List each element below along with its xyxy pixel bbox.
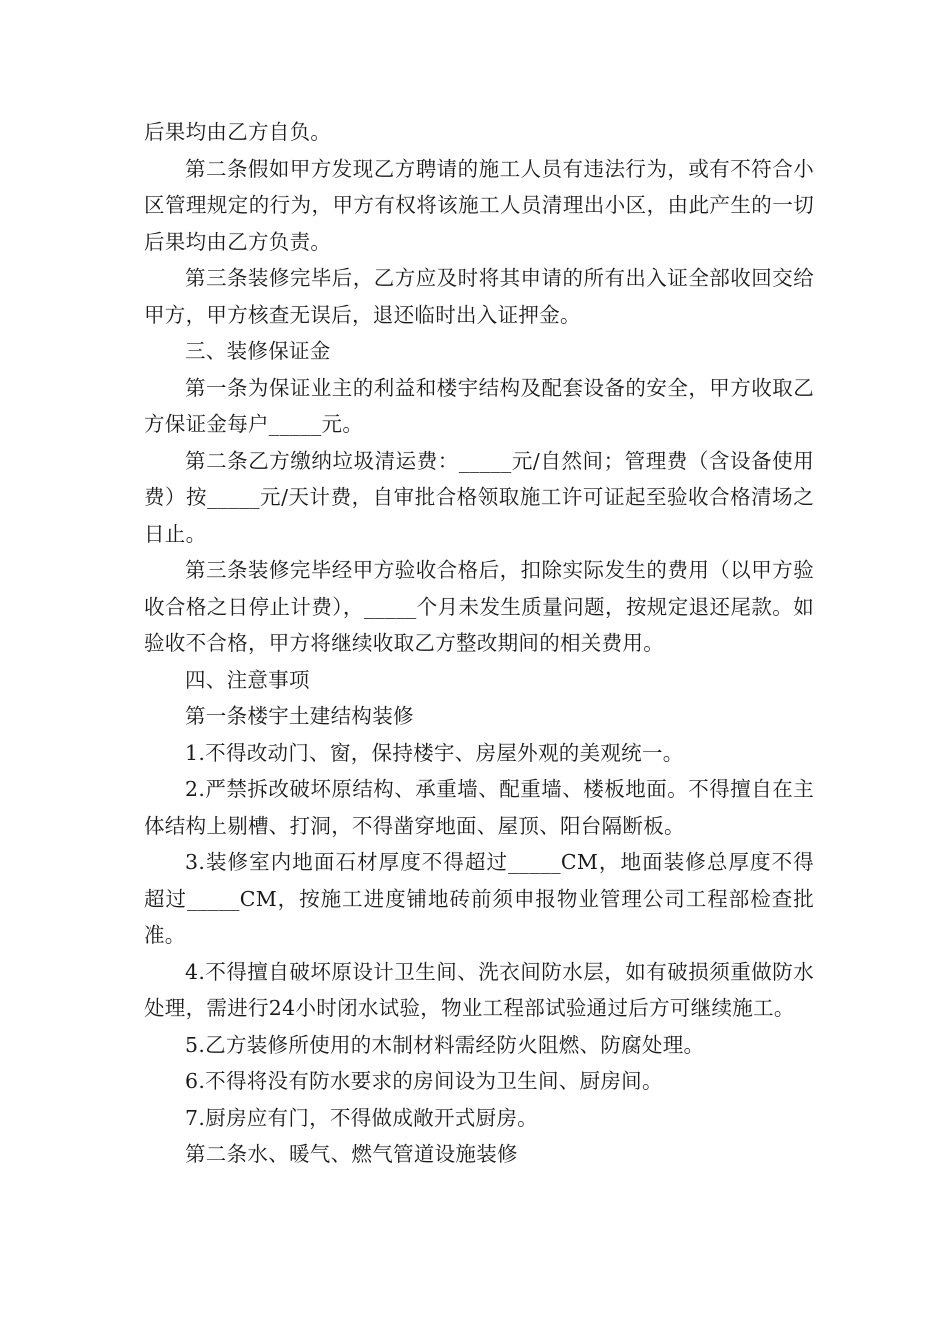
list-item-1: 1.不得改动门、窗，保持楼宇、房屋外观的美观统一。 — [185, 740, 684, 765]
paragraph-deposit-article-2: 第二条乙方缴纳垃圾清运费：_____元/自然间；管理费（含设备使用费）按_____元/天计费，自审批合格领取施工许可证起至验收合格清场之日止。 — [144, 448, 814, 546]
document-body — [144, 114, 814, 1173]
paragraph-continuation: 后果均由乙方自负。 — [144, 120, 332, 144]
section-heading-deposit: 三、装修保证金 — [185, 339, 331, 363]
paragraph-article-3-pass-return: 第三条装修完毕后，乙方应及时将其申请的所有出入证全部收回交给甲方，甲方核查无误后，退还临时出入证押金。 — [144, 266, 814, 327]
paragraph-deposit-article-3: 第三条装修完毕经甲方验收合格后，扣除实际发生的费用（以甲方验收合格之日停止计费），_____个月未发生质量问题，按规定退还尾款。如验收不合格，甲方将继续收取乙方整改期间的相关费用。 — [144, 558, 814, 655]
list-item-4: 4.不得擅自破坏原设计卫生间、洗衣间防水层，如有破损须重做防水处理，需进行24小时闭水试验，物业工程部试验通过后方可继续施工。 — [144, 959, 814, 1020]
section-heading-notes: 四、注意事项 — [185, 667, 310, 692]
list-item-6: 6.不得将没有防水要求的房间设为卫生间、厨房间。 — [185, 1069, 663, 1093]
list-item-5: 5.乙方装修所使用的木制材料需经防火阻燃、防腐处理。 — [185, 1032, 705, 1057]
paragraph-deposit-article-1: 第一条为保证业主的利益和楼宇结构及配套设备的安全，甲方收取乙方保证金每户_____元。 — [144, 375, 814, 436]
list-item-2: 2.严禁拆改破坏原结构、承重墙、配重墙、楼板地面。不得擅自在主体结构上剔槽、打洞，不得凿穿地面、屋顶、阳台隔断板。 — [144, 777, 814, 838]
list-item-3: 3.装修室内地面石材厚度不得超过_____CM，地面装修总厚度不得超过_____CM，按施工进度铺地砖前须申报物业管理公司工程部检查批准。 — [144, 850, 814, 947]
list-item-7: 7.厨房应有门，不得做成敞开式厨房。 — [185, 1105, 538, 1130]
subheading-structure-renovation: 第一条楼宇土建结构装修 — [185, 704, 414, 728]
subheading-pipes-renovation: 第二条水、暖气、燃气管道设施装修 — [185, 1142, 518, 1166]
paragraph-article-2-violations: 第二条假如甲方发现乙方聘请的施工人员有违法行为，或有不符合小区管理规定的行为，甲方有权将该施工人员清理出小区，由此产生的一切后果均由乙方负责。 — [144, 156, 814, 254]
